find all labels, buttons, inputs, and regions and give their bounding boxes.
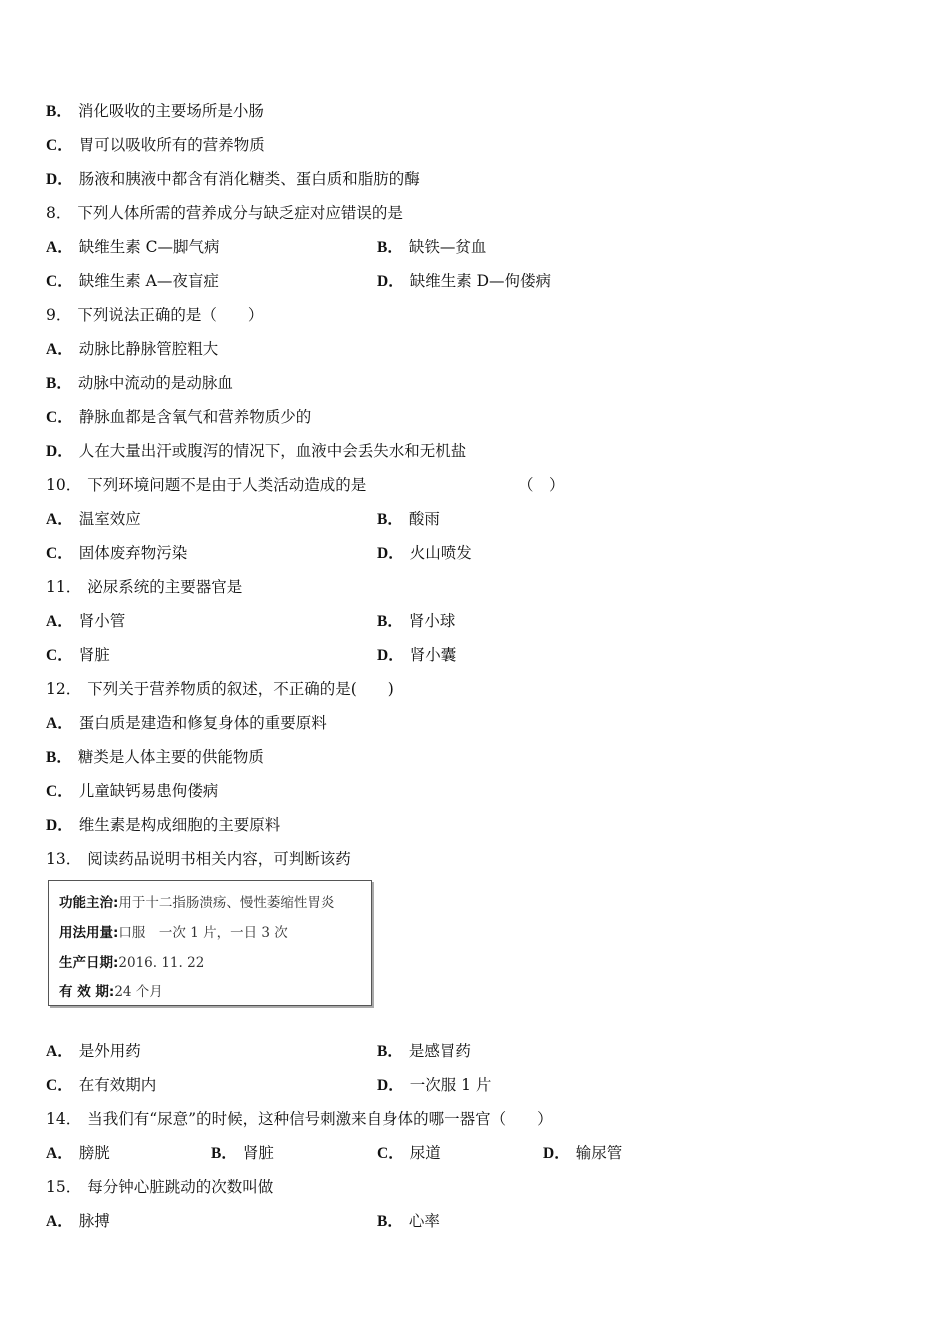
question-number: 9． [46,306,72,324]
label-key: 生产日期: [59,955,119,971]
option-text: 蛋白质是建造和修复身体的重要原料 [78,714,327,732]
q10-option-b [377,509,440,530]
question-stem: 下列环境问题不是由于人类活动造成的是 [87,476,367,494]
label-row-dosage [59,921,288,941]
option-text: 肠液和胰液中都含有消化糖类、蛋白质和脂肪的酶 [78,170,420,188]
option-label: A． [46,511,73,528]
q10-row-ab [46,509,440,530]
q11-row-cd [46,645,457,666]
option-label: B． [377,1213,403,1230]
q9-option-d [46,441,466,462]
option-label: C． [46,647,73,664]
q15-stem [46,1177,273,1197]
option-label: D． [377,1077,404,1094]
option-text: 缺铁—贫血 [408,238,487,256]
option-text: 肾小囊 [409,646,457,664]
option-label: B． [377,239,403,256]
option-text: 温室效应 [78,510,141,528]
option-label: B． [377,613,403,630]
question-number: 8． [46,204,72,222]
option-text: 脉搏 [78,1212,110,1230]
option-label: B． [377,1043,403,1060]
medicine-label-figure [48,880,372,1006]
question-stem: 下列说法正确的是（ ） [77,306,264,324]
option-text: 肾脏 [78,646,110,664]
q11-option-d [377,645,456,666]
option-text: 是外用药 [78,1042,141,1060]
q8-option-d [377,271,551,292]
option-text: 尿道 [409,1144,441,1162]
option-text: 膀胱 [78,1144,110,1162]
q14-stem [46,1109,553,1129]
label-value: 2016. 11. 22 [118,955,205,971]
q10-stem [46,475,565,495]
option-label: B． [211,1145,237,1162]
q14-option-b [211,1143,274,1164]
q10-row-cd [46,543,472,564]
question-number: 12． [46,680,82,698]
q11-row-ab [46,611,456,632]
option-label: A． [46,613,73,630]
label-key: 有 效 期: [59,984,115,1000]
option-text: 输尿管 [575,1144,623,1162]
option-text: 一次服 1 片 [409,1076,492,1094]
option-label: C． [46,545,73,562]
q13-row-ab [46,1041,471,1062]
option-text: 固体废弃物污染 [78,544,188,562]
q9-option-a [46,339,218,360]
option-label: D． [543,1145,570,1162]
q14-option-c [377,1143,441,1164]
option-label: C． [46,409,73,426]
option-label: C． [46,1077,73,1094]
label-row-expiry [59,980,163,1000]
q7-option-d [46,169,420,190]
q15-option-b [377,1211,440,1232]
option-label: D． [46,443,73,460]
question-stem: 下列关于营养物质的叙述，不正确的是( ) [87,680,394,698]
option-text: 消化吸收的主要场所是小肠 [77,102,264,120]
option-label: B． [46,375,72,392]
option-text: 静脉血都是含氧气和营养物质少的 [78,408,312,426]
q12-option-c [46,781,218,802]
option-text: 人在大量出汗或腹泻的情况下，血液中会丢失水和无机盐 [78,442,467,460]
label-value: 口服 一次 1 片，一日 3 次 [118,925,288,941]
q8-stem [46,203,403,223]
label-row-indication [59,891,334,911]
question-stem: 下列人体所需的营养成分与缺乏症对应错误的是 [77,204,403,222]
question-stem: 泌尿系统的主要器官是 [87,578,243,596]
option-label: A． [46,715,73,732]
question-stem: 阅读药品说明书相关内容，可判断该药 [87,850,351,868]
q13-option-b [377,1041,471,1062]
label-key: 功能主治: [59,895,119,911]
option-label: D． [377,647,404,664]
q7-option-b [46,101,264,122]
q12-stem [46,679,394,699]
option-text: 缺维生素 C—脚气病 [78,238,220,256]
option-label: A． [46,1213,73,1230]
q11-option-b [377,611,455,632]
option-label: D． [46,817,73,834]
option-label: D． [46,171,73,188]
option-label: D． [377,273,404,290]
option-label: C． [46,273,73,290]
q14-option-d [543,1143,622,1164]
question-number: 11． [46,578,82,596]
option-text: 动脉比静脉管腔粗大 [78,340,219,358]
option-text: 肾脏 [242,1144,274,1162]
option-text: 酸雨 [408,510,440,528]
q9-option-b [46,373,233,394]
option-text: 动脉中流动的是动脉血 [77,374,233,392]
q8-option-b [377,237,486,258]
question-number: 14． [46,1110,82,1128]
answer-paren: （ ） [518,476,565,494]
q15-row-ab [46,1211,440,1232]
q13-stem [46,849,351,869]
option-label: A． [46,341,73,358]
label-value: 用于十二指肠溃疡、慢性萎缩性胃炎 [118,895,335,911]
q12-option-a [46,713,327,734]
question-number: 13． [46,850,82,868]
option-text: 维生素是构成细胞的主要原料 [78,816,281,834]
option-label: B． [377,511,403,528]
q7-option-c [46,135,265,156]
option-text: 缺维生素 D—佝偻病 [409,272,552,290]
q8-row-ab [46,237,487,258]
option-text: 缺维生素 A—夜盲症 [78,272,219,290]
option-label: D． [377,545,404,562]
option-text: 肾小管 [78,612,126,630]
q12-option-b [46,747,264,768]
q13-option-d [377,1075,491,1096]
option-label: B． [46,103,72,120]
label-row-production-date [59,951,204,971]
label-key: 用法用量: [59,925,119,941]
q13-row-cd [46,1075,492,1096]
option-text: 肾小球 [408,612,456,630]
option-label: C． [377,1145,404,1162]
q9-stem [46,305,263,325]
q12-option-d [46,815,280,836]
q11-stem [46,577,242,597]
q10-option-d [377,543,472,564]
question-number: 10． [46,476,82,494]
option-label: C． [46,783,73,800]
option-text: 儿童缺钙易患佝偻病 [78,782,219,800]
option-label: A． [46,1145,73,1162]
option-label: A． [46,239,73,256]
option-text: 是感冒药 [408,1042,471,1060]
option-text: 火山喷发 [409,544,472,562]
label-value: 24 个月 [114,984,163,1000]
option-text: 在有效期内 [78,1076,157,1094]
option-label: C． [46,137,73,154]
question-number: 15． [46,1178,82,1196]
q8-row-cd [46,271,552,292]
option-text: 糖类是人体主要的供能物质 [77,748,264,766]
option-label: A． [46,1043,73,1060]
q9-option-c [46,407,311,428]
q14-options-row [46,1143,623,1164]
option-label: B． [46,749,72,766]
question-stem: 当我们有“尿意”的时候，这种信号刺激来自身体的哪一器官（ ） [87,1110,553,1128]
question-stem: 每分钟心脏跳动的次数叫做 [87,1178,274,1196]
option-text: 心率 [408,1212,440,1230]
option-text: 胃可以吸收所有的营养物质 [78,136,265,154]
